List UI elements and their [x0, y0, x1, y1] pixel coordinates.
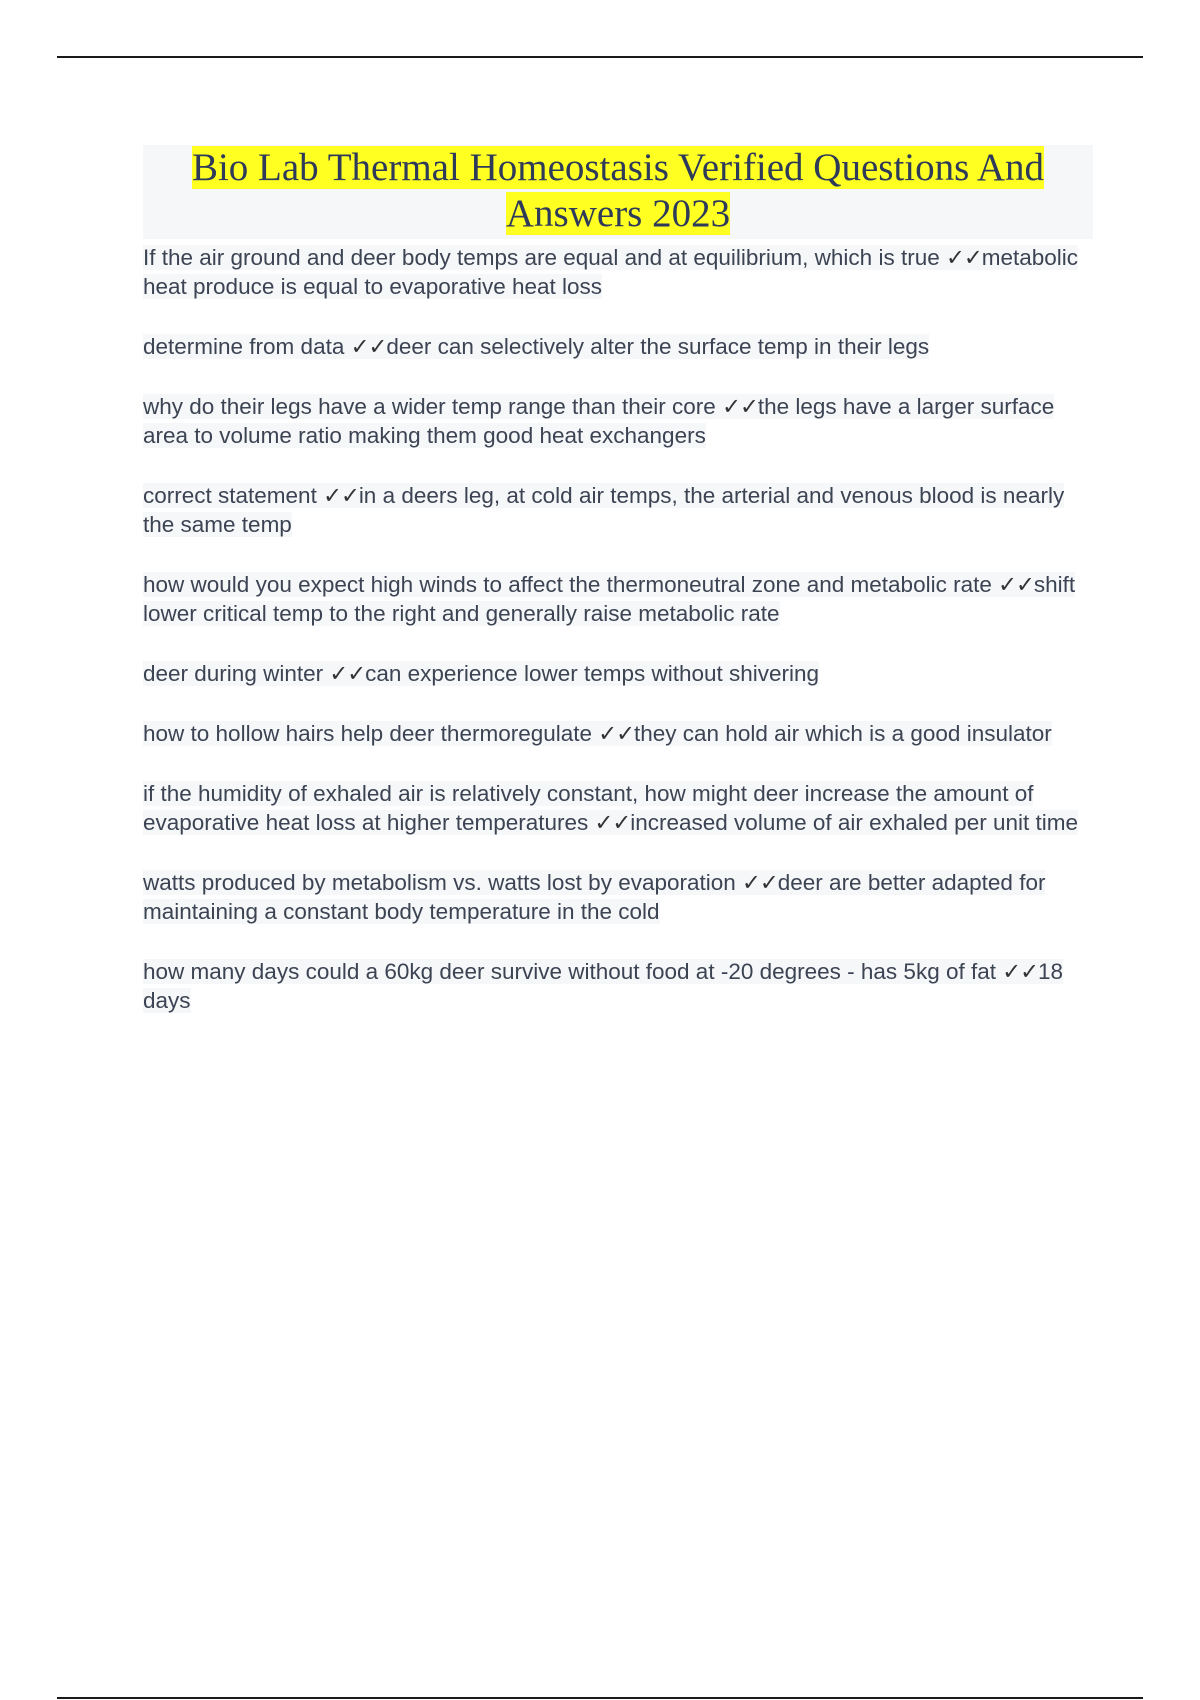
check-marks: ✓✓ [742, 870, 778, 895]
qa-item [143, 570, 1093, 628]
qa-item [143, 719, 1093, 748]
answer-text: deer can selectively alter the surface temp in their legs [386, 334, 930, 359]
answer-text: metabolic heat produce is equal to evaporative heat loss [143, 245, 1078, 299]
document-title: Bio Lab Thermal Homeostasis Verified Questions And Answers 2023 [191, 146, 1045, 235]
check-marks: ✓✓ [329, 661, 366, 686]
question-text: why do their legs have a wider temp range than their core [143, 394, 716, 419]
question-text: how to hollow hairs help deer thermoregulate [143, 721, 593, 746]
qa-list [143, 243, 1093, 1015]
check-marks: ✓✓ [598, 721, 634, 746]
check-marks: ✓✓ [350, 334, 387, 359]
answer-text: they can hold air which is a good insulator [634, 721, 1052, 746]
question-text: if the humidity of exhaled air is relatively constant, how might deer increase the amount of evaporative heat loss at higher temperatures [143, 781, 1034, 835]
question-text: deer during winter [143, 661, 324, 686]
answer-text: shift lower critical temp to the right and generally raise metabolic rate [143, 572, 1076, 626]
question-text: correct statement [143, 483, 317, 508]
check-marks: ✓✓ [1002, 959, 1038, 984]
question-text: watts produced by metabolism vs. watts lost by evaporation [143, 870, 736, 895]
answer-text: increased volume of air exhaled per unit time [630, 810, 1078, 835]
qa-item [143, 392, 1093, 450]
check-marks: ✓✓ [998, 572, 1034, 597]
bottom-rule [57, 1697, 1143, 1699]
check-marks: ✓✓ [945, 245, 982, 270]
qa-item [143, 868, 1093, 926]
answer-text: the legs have a larger surface area to volume ratio making them good heat exchangers [143, 394, 1055, 448]
qa-item [143, 481, 1093, 539]
answer-text: in a deers leg, at cold air temps, the arterial and venous blood is nearly the same temp [143, 483, 1065, 537]
answer-text: can experience lower temps without shivering [365, 661, 820, 686]
title-block [143, 145, 1093, 239]
qa-item [143, 779, 1093, 837]
question-text: how many days could a 60kg deer survive without food at -20 degrees - has 5kg of fat [143, 959, 996, 984]
question-text: If the air ground and deer body temps are equal and at equilibrium, which is true [143, 245, 940, 270]
check-marks: ✓✓ [594, 810, 631, 835]
qa-item [143, 957, 1093, 1015]
qa-item [143, 332, 1093, 361]
check-marks: ✓✓ [323, 483, 359, 508]
qa-item [143, 243, 1093, 301]
check-marks: ✓✓ [722, 394, 758, 419]
question-text: how would you expect high winds to affect the thermoneutral zone and metabolic rate [143, 572, 992, 597]
question-text: determine from data [143, 334, 345, 359]
answer-text: 18 days [143, 959, 1064, 1013]
qa-item [143, 659, 1093, 688]
document-body [143, 145, 1093, 1046]
answer-text: deer are better adapted for maintaining a constant body temperature in the cold [143, 870, 1046, 924]
top-rule [57, 56, 1143, 58]
